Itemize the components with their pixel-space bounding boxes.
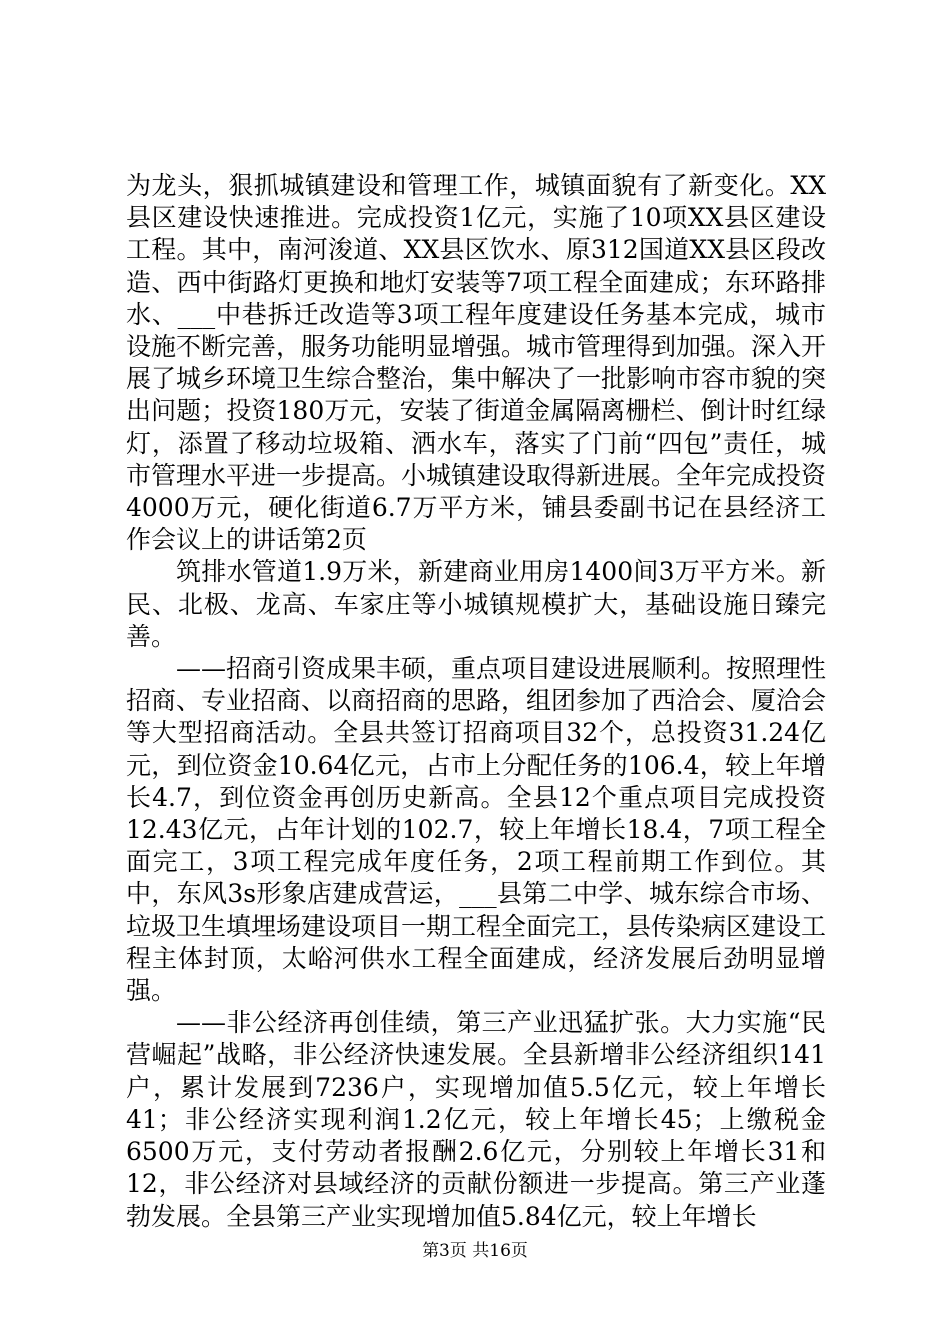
paragraph-urban-construction: 为龙头，狠抓城镇建设和管理工作，城镇面貌有了新变化。XX县区建设快速推进。完成投资1亿元，实施了10项XX县区建设工程。其中，南河浚道、XX县区饮水、原312国道XX县区段改造、西中街路灯更换和地灯安装等7项工程全面建成；东环路排水、___中巷拆迁改造等3项工程年度建设任务基本完成，城市设施不断完善，服务功能明显增强。城市管理得到加强。深入开展了城乡环境卫生综合整治，集中解决了一批影响市容市貌的突出问题；投资180万元，安装了街道金属隔离栅栏、倒计时红绿灯，添置了移动垃圾箱、洒水车，落实了门前“四包”责任，城市管理水平进一步提高。小城镇建设取得新进展。全年完成投资4000万元，硬化街道6.7万平方米，铺县委副书记在县经济工作会议上的讲话第2页	[126, 171, 827, 555]
document-body	[126, 170, 826, 1233]
paragraph-drainage: 筑排水管道1.9万米，新建商业用房1400间3万平方米。新民、北极、龙高、车家庄等小城镇规模扩大，基础设施日臻完善。	[126, 557, 826, 651]
page-footer	[0, 1240, 950, 1262]
page-number: 第3页 共16页	[422, 1241, 528, 1261]
paragraph-private-economy: ——非公经济再创佳绩，第三产业迅猛扩张。大力实施“民营崛起”战略，非公经济快速发展。全县新增非公经济组织141户，累计发展到7236户，实现增加值5.5亿元，较上年增长41；非公经济实现利润1.2亿元，较上年增长45；上缴税金6500万元，支付劳动者报酬2.6亿元，分别较上年增长31和12，非公经济对县域经济的贡献份额进一步提高。第三产业蓬勃发展。全县第三产业实现增加值5.84亿元，较上年增长	[126, 1008, 826, 1231]
paragraph-investment: ——招商引资成果丰硕，重点项目建设进展顺利。按照理性招商、专业招商、以商招商的思路，组团参加了西洽会、厦洽会等大型招商活动。全县共签订招商项目32个，总投资31.24亿元，到位资金10.64亿元，占市上分配任务的106.4，较上年增长4.7，到位资金再创历史新高。全县12个重点项目完成投资12.43亿元，占年计划的102.7，较上年增长18.4，7项工程全面完工，3项工程完成年度任务，2项工程前期工作到位。其中，东风3s形象店建成营运，___县第二中学、城东综合市场、垃圾卫生填埋场建设项目一期工程全面完工，县传染病区建设工程主体封顶，太峪河供水工程全面建成，经济发展后劲明显增强。	[126, 654, 827, 1006]
